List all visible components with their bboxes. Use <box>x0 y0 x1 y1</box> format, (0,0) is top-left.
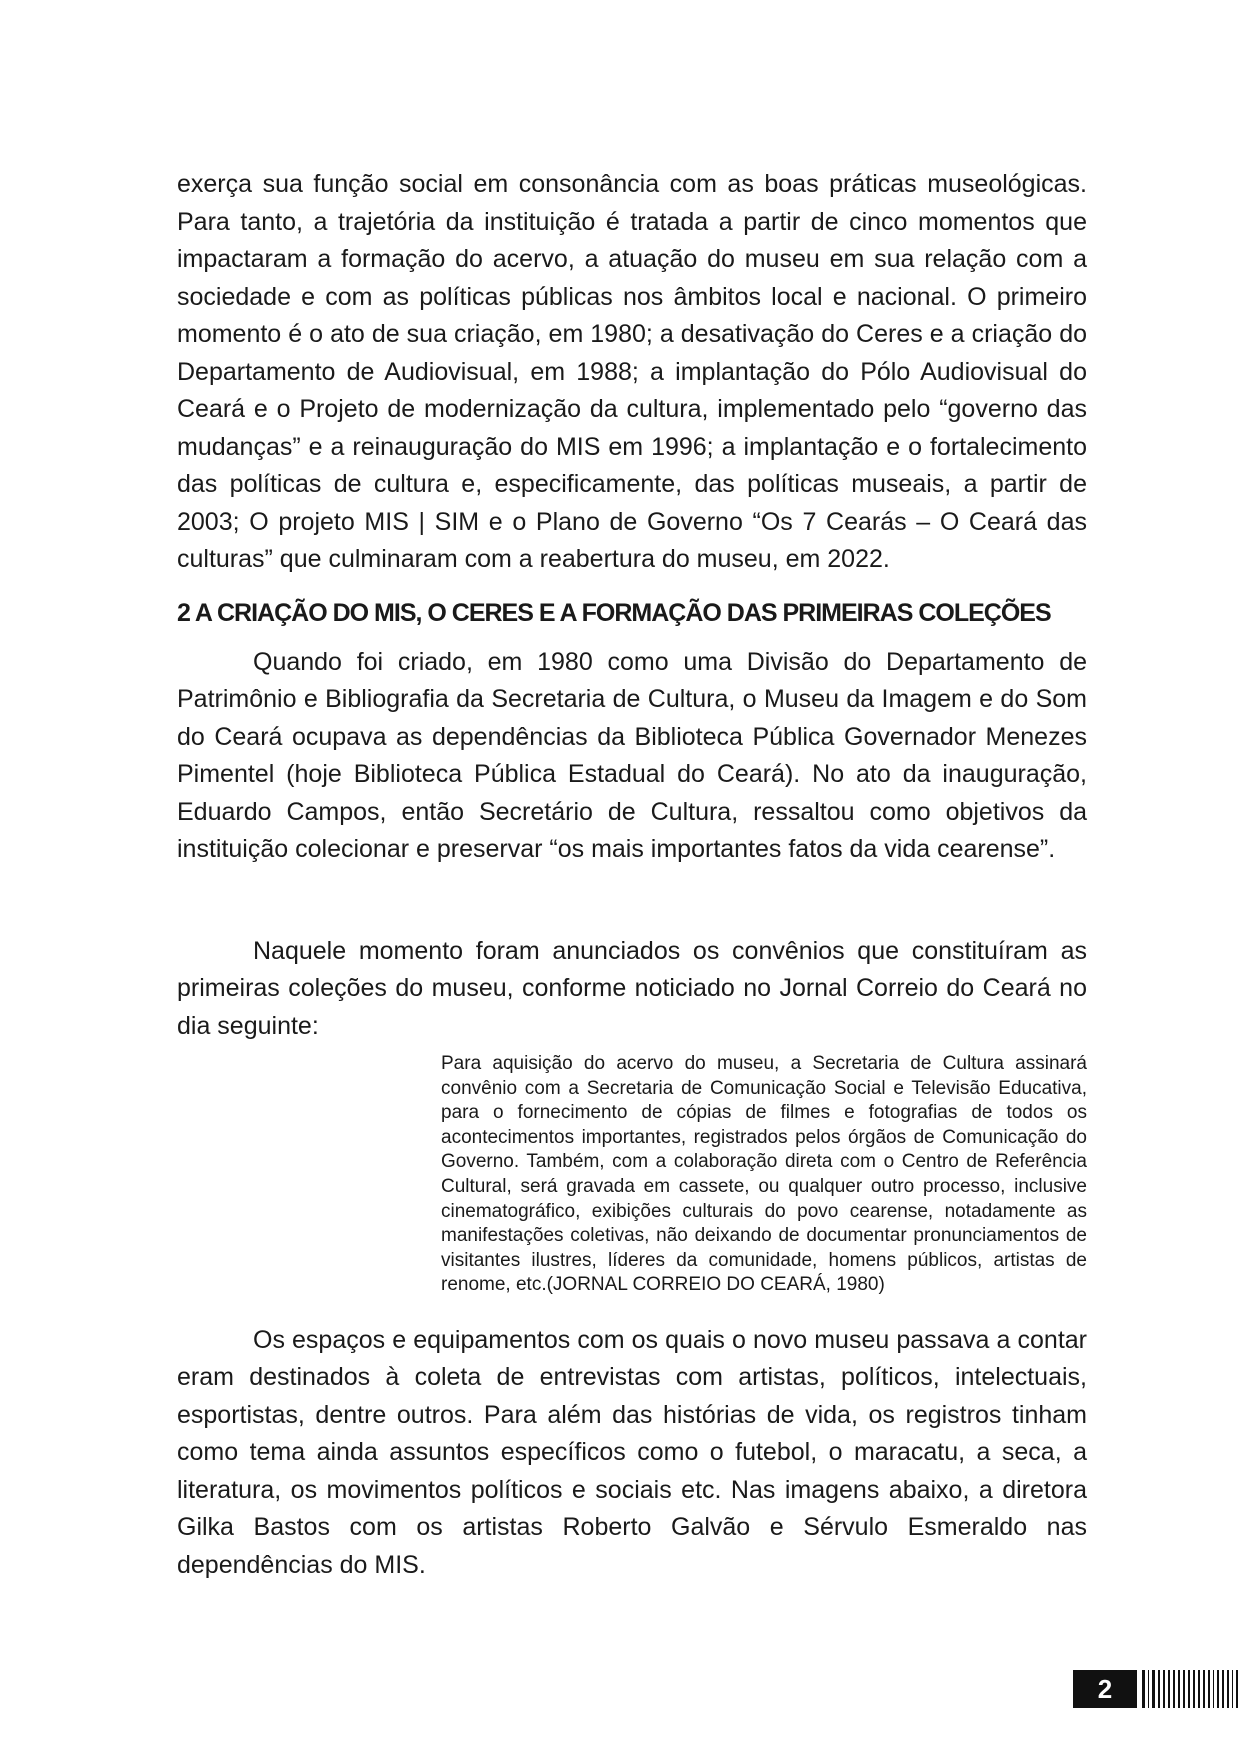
paragraph-agreements: Naquele momento foram anunciados os convênios que constituíram as primeiras coleções do museu, conforme noticiado no Jornal Correio do Ceará no dia seguinte: <box>177 936 1087 1040</box>
document-body <box>177 166 1087 1584</box>
paragraph-spaces: Os espaços e equipamentos com os quais o novo museu passava a contar eram destinados à coleta de entrevistas com artistas, políticos, intelectuais, esportistas, dentre outros. Para além das histórias de vida, os registros tinham como tema ainda assuntos específicos como o futebol, o maracatu, a seca, a literatura, os movimentos políticos e sociais etc. Nas imagens abaixo, a diretora Gilka Bastos com os artistas Roberto Galvão e Sérvulo Esmeraldo nas dependências do MIS. <box>177 1325 1087 1579</box>
section-heading: 2 A CRIAÇÃO DO MIS, O CERES E A FORMAÇÃO DAS PRIMEIRAS COLEÇÕES <box>177 598 1051 627</box>
barcode-decoration <box>1142 1670 1241 1708</box>
paragraph-intro-continuation: exerça sua função social em consonância com as boas práticas museológicas. Para tanto, a trajetória da instituição é tratada a partir de cinco momentos que impactaram a formação do acervo, a atuação do museu em sua relação com a sociedade e com as políticas públicas nos âmbitos local e nacional. O primeiro momento é o ato de sua criação, em 1980; a desativação do Ceres e a criação do Departamento de Audiovisual, em 1988; a implantação do Pólo Audiovisual do Ceará e o Projeto de modernização da cultura, implementado pelo “governo das mudanças” e a reinauguração do MIS em 1996; a implantação e o fortalecimento das políticas de cultura e, especificamente, das políticas museais, a partir de 2003; O projeto MIS | SIM e o Plano de Governo “Os 7 Cearás – O Ceará das culturas” que culminaram com a reabertura do museu, em 2022. <box>177 170 1087 573</box>
page-number: 2 <box>1073 1670 1137 1708</box>
paragraph-creation: Quando foi criado, em 1980 como uma Divisão do Departamento de Patrimônio e Bibliografia da Secretaria de Cultura, o Museu da Imagem e do Som do Ceará ocupava as dependências da Biblioteca Pública Governador Menezes Pimentel (hoje Biblioteca Pública Estadual do Ceará). No ato da inauguração, Eduardo Campos, então Secretário de Cultura, ressaltou como objetivos da instituição colecionar e preservar “os mais importantes fatos da vida cearense”. <box>177 647 1087 863</box>
block-quote: Para aquisição do acervo do museu, a Secretaria de Cultura assinará convênio com a Secretaria de Comunicação Social e Televisão Educativa, para o fornecimento de cópias de filmes e fotografias de todos os acontecimentos importantes, registrados pelos órgãos de Comunicação do Governo. Também, com a colaboração direta com o Centro de Referência Cultural, será gravada em cassete, ou qualquer outro processo, inclusive cinematográfico, exibições culturais do povo cearense, notadamente as manifestações coletivas, não deixando de documentar pronunciamentos de visitantes ilustres, líderes da comunidade, homens públicos, artistas de renome, etc.(JORNAL CORREIO DO CEARÁ, 1980) <box>441 1053 1087 1296</box>
